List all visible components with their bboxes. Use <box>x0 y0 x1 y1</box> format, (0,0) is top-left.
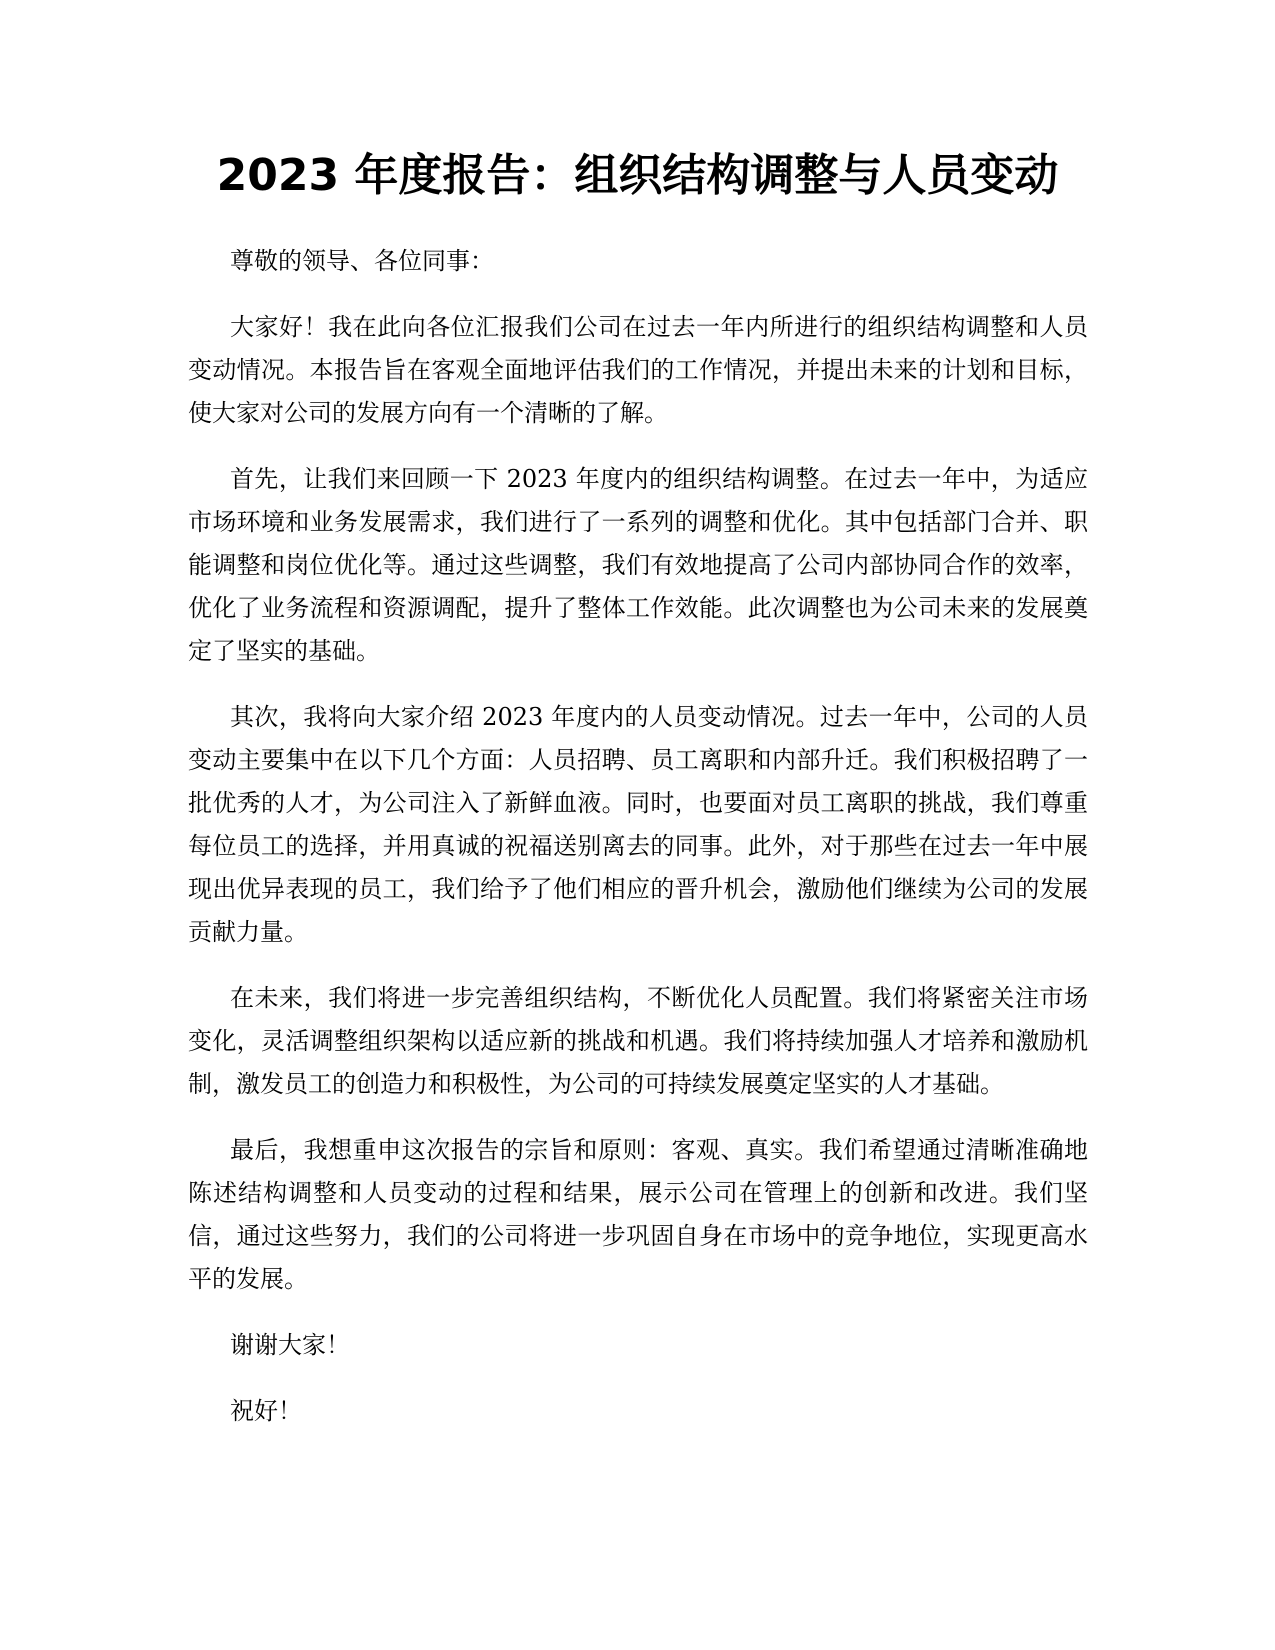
personnel-change-paragraph: 其次，我将向大家介绍 2023 年度内的人员变动情况。过去一年中，公司的人员变动主要集中在以下几个方面：人员招聘、员工离职和内部升迁。我们积极招聘了一批优秀的人才，为公司注入了新鲜血液。同时，也要面对员工离职的挑战，我们尊重每位员工的选择，并用真诚的祝福送别离去的同事。此外，对于那些在过去一年中展现出优异表现的员工，我们给予了他们相应的晋升机会，激励他们继续为公司的发展贡献力量。 <box>188 703 1088 946</box>
thanks-line: 谢谢大家！ <box>230 1331 350 1359</box>
document-title: 2023 年度报告：组织结构调整与人员变动 <box>216 150 1059 201</box>
conclusion-paragraph: 最后，我想重申这次报告的宗旨和原则：客观、真实。我们希望通过清晰准确地陈述结构调整和人员变动的过程和结果，展示公司在管理上的创新和改进。我们坚信，通过这些努力，我们的公司将进一步巩固自身在市场中的竞争地位，实现更高水平的发展。 <box>188 1136 1088 1293</box>
salutation: 尊敬的领导、各位同事： <box>230 247 494 275</box>
structure-adjustment-paragraph: 首先，让我们来回顾一下 2023 年度内的组织结构调整。在过去一年中，为适应市场环境和业务发展需求，我们进行了一系列的调整和优化。其中包括部门合并、职能调整和岗位优化等。通过这些调整，我们有效地提高了公司内部协同合作的效率，优化了业务流程和资源调配，提升了整体工作效能。此次调整也为公司未来的发展奠定了坚实的基础。 <box>188 465 1088 665</box>
future-plan-paragraph: 在未来，我们将进一步完善组织结构，不断优化人员配置。我们将紧密关注市场变化，灵活调整组织架构以适应新的挑战和机遇。我们将持续加强人才培养和激励机制，激发员工的创造力和积极性，为公司的可持续发展奠定坚实的人才基础。 <box>188 984 1088 1098</box>
closing-line: 祝好！ <box>230 1397 302 1425</box>
intro-paragraph: 大家好！我在此向各位汇报我们公司在过去一年内所进行的组织结构调整和人员变动情况。本报告旨在客观全面地评估我们的工作情况，并提出未来的计划和目标，使大家对公司的发展方向有一个清晰的了解。 <box>188 313 1088 427</box>
document-body <box>188 240 1088 1456</box>
